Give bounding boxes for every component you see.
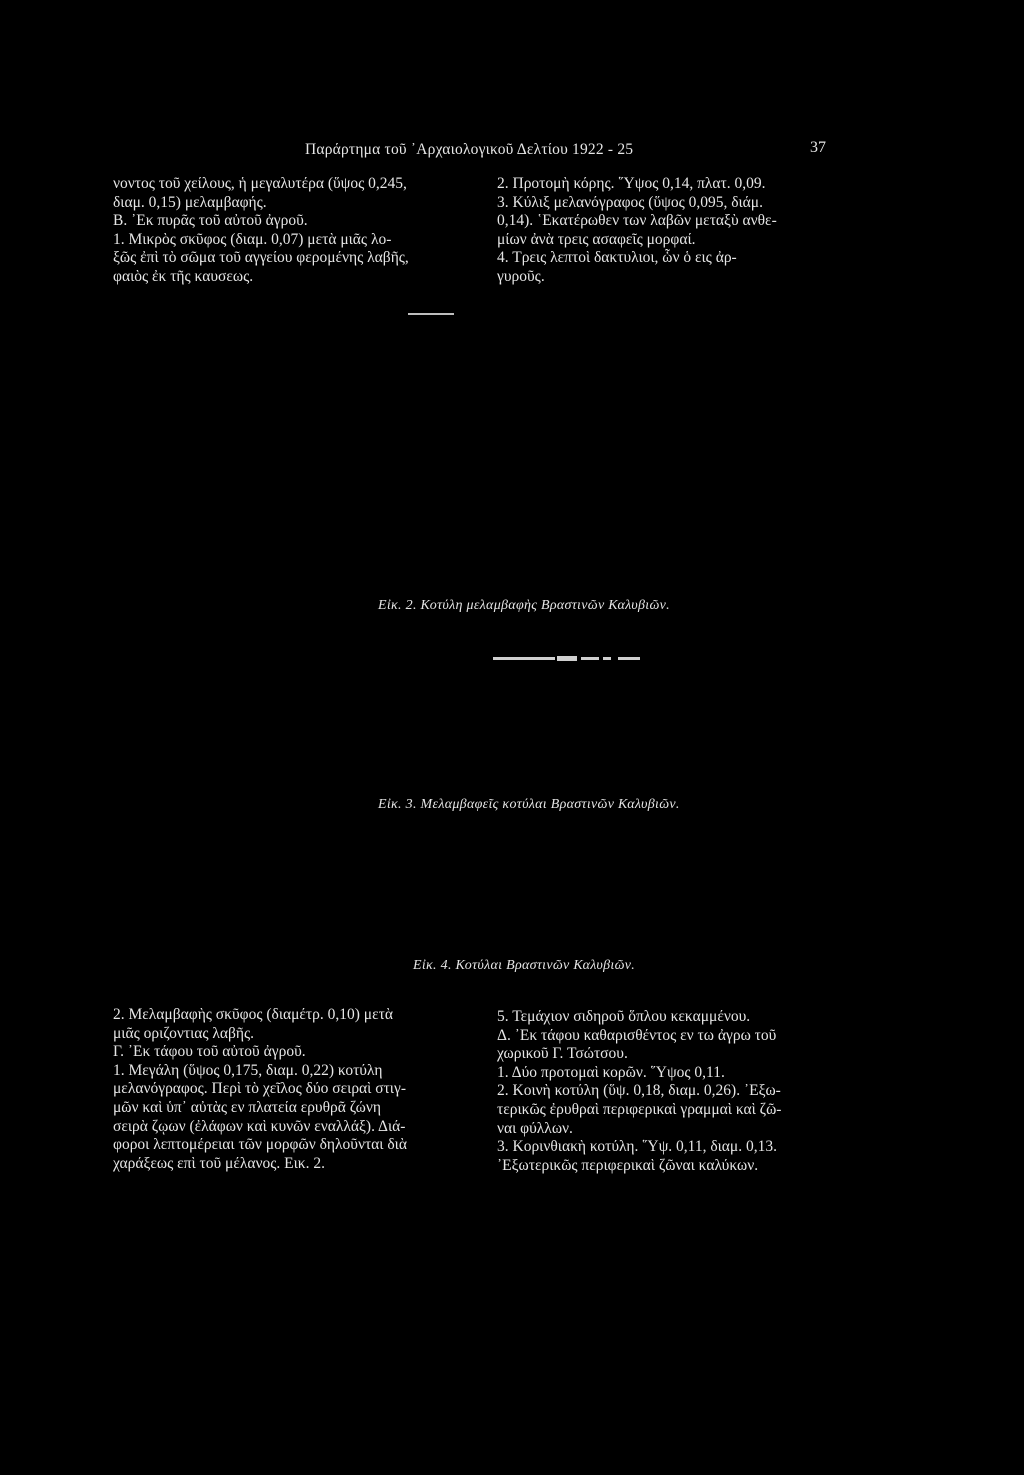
text-line: ᾽Εξωτερικῶς περιφερικαὶ ζῶναι καλύκων. <box>497 1156 759 1174</box>
text-line: 0,14). ῾Εκατέρωθεν των λαβῶν μεταξὺ ανθε- <box>497 212 777 230</box>
text-line: νοντος τοῦ χείλους, ἡ μεγαλυτέρα (ὕψος 0,245, <box>113 175 407 192</box>
text-line: 2. Κοινὴ κοτύλη (ὕψ. 0,18, διαμ. 0,26). ᾽Εξω- <box>497 1082 781 1100</box>
text-line: σειρὰ ζῳων (ἐλάφων καὶ κυνῶν εναλλάξ). Διά- <box>113 1117 406 1135</box>
text-line: 3. Κορινθιακὴ κοτύλη. ῞Υψ. 0,11, διαμ. 0,13. <box>497 1138 777 1156</box>
text-line: γυροῦς. <box>497 267 545 285</box>
bottom-left-column <box>113 1006 493 1173</box>
figure-4-caption: Εἰκ. 4. Κοτύλαι Βραστινῶν Καλυβιῶν. <box>413 958 636 973</box>
text-line: 4. Τρεις λεπτοὶ δακτυλιοι, ὧν ὁ εις ἀρ- <box>497 249 737 267</box>
text-line: 2. Μελαμβαφὴς σκῦφος (διαμέτρ. 0,10) μετὰ <box>113 1006 393 1023</box>
text-line: μελανόγραφος. Περὶ τὸ χεῖλος δύο σειραὶ στιγ- <box>113 1080 406 1098</box>
text-line: ξῶς ἐπὶ τὸ σῶμα τοῦ αγγείου φερομένης λαβῆς, <box>113 249 409 267</box>
page-number: 37 <box>810 139 826 156</box>
text-line: τερικῶς ἐρυθραὶ περιφερικαὶ γραμμαὶ καὶ ζῶ- <box>497 1100 782 1118</box>
text-line: μίων ἀνὰ τρεις ασαφεῖς μορφαί. <box>497 230 696 248</box>
text-line: Β. ᾽Εκ πυρᾶς τοῦ αὐτοῦ ἀγροῦ. <box>113 212 308 230</box>
text-line: 1. Δύο προτομαὶ κορῶν. ῞Υψος 0,11. <box>497 1063 725 1081</box>
top-left-column <box>113 175 493 287</box>
text-line: ναι φύλλων. <box>497 1119 573 1137</box>
figure-2-caption: Εἰκ. 2. Κοτύλη μελαμβαφὴς Βραστινῶν Καλυβιῶν. <box>378 598 670 613</box>
text-line: μῶν καὶ ὑπ᾽ αὐτὰς εν πλατεία ερυθρᾶ ζώνη <box>113 1098 381 1116</box>
text-line: 1. Μεγάλη (ὕψος 0,175, διαμ. 0,22) κοτύλη <box>113 1061 383 1079</box>
text-line: 3. Κύλιξ μελανόγραφος (ὕψος 0,095, διάμ. <box>497 193 763 211</box>
text-line: 5. Τεμάχιον σιδηροῦ ὅπλου κεκαμμένου. <box>497 1008 751 1025</box>
top-right-column <box>497 175 877 287</box>
text-line: 1. Μικρὸς σκῦφος (διαμ. 0,07) μετὰ μιᾶς λο- <box>113 230 392 248</box>
figure-3-image-fragment <box>493 656 640 662</box>
text-line: Γ. ᾽Εκ τάφου τοῦ αὐτοῦ ἀγροῦ. <box>113 1043 306 1061</box>
bottom-right-column <box>497 1008 877 1175</box>
text-line: χωρικοῦ Γ. Τσώτσου. <box>497 1045 628 1063</box>
text-line: φοροι λεπτομέρειαι τῶν μορφῶν δηλοῦνται διὰ <box>113 1136 407 1154</box>
text-line: διαμ. 0,15) μελαμβαφής. <box>113 193 267 211</box>
text-line: 2. Προτομὴ κόρης. ῞Υψος 0,14, πλατ. 0,09. <box>497 175 766 192</box>
text-line: μιᾶς οριζοντιας λαβῆς. <box>113 1024 255 1042</box>
figure-3-caption: Εἰκ. 3. Μελαμβαφεῖς κοτύλαι Βραστινῶν Καλυβιῶν. <box>378 797 680 812</box>
section-divider <box>408 313 454 315</box>
text-line: φαιὸς ἐκ τῆς καυσεως. <box>113 267 254 285</box>
text-line: Δ. ᾽Εκ τάφου καθαρισθέντος εν τω ἀγρω τοῦ <box>497 1026 777 1044</box>
running-title: Παράρτημα τοῦ ᾽Αρχαιολογικοῦ Δελτίου 1922 - 25 <box>305 141 634 158</box>
text-line: χαράξεως επὶ τοῦ μέλανος. Εικ. 2. <box>113 1154 325 1172</box>
